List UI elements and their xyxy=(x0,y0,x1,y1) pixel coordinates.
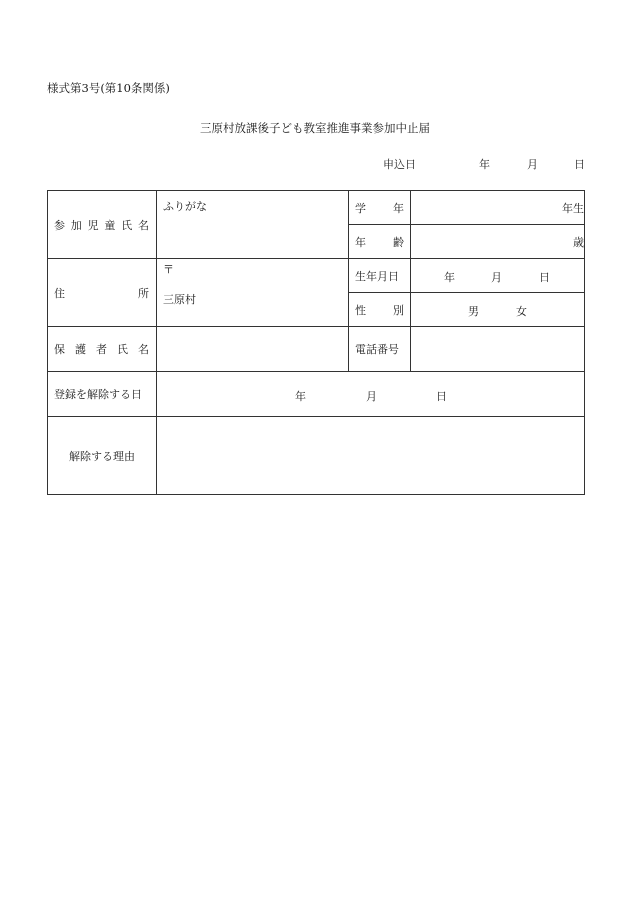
address-label-cell xyxy=(48,259,157,327)
birthdate-label: 生年月日 xyxy=(355,269,399,283)
document-title: 三原村放課後子ども教室推進事業参加中止届 xyxy=(200,121,430,135)
birthdate-day: 日 xyxy=(539,271,550,284)
gender-field[interactable] xyxy=(411,293,585,327)
age-label: 年 齢 xyxy=(355,235,404,249)
grade-field[interactable] xyxy=(411,191,585,225)
child-name-label: 参 加 児 童 氏 名 xyxy=(54,218,149,232)
gender-label: 性 別 xyxy=(355,303,404,317)
cancel-date-field[interactable] xyxy=(157,372,585,417)
form-number: 様式第3号(第10条関係) xyxy=(47,81,170,95)
cancel-reason-field[interactable] xyxy=(157,417,585,495)
gender-label-cell xyxy=(349,293,411,327)
guardian-name-label-cell xyxy=(48,327,157,372)
application-date xyxy=(383,156,583,170)
grade-label: 学 年 xyxy=(355,201,404,215)
cancel-date-label: 登録を解除する日 xyxy=(54,388,142,401)
birthdate-label-cell xyxy=(349,259,411,293)
address-field[interactable] xyxy=(157,259,349,327)
application-date-month: 月 xyxy=(527,158,538,171)
phone-field[interactable] xyxy=(411,327,585,372)
application-date-day: 日 xyxy=(574,158,585,171)
guardian-name-label: 保 護 者 氏 名 xyxy=(54,343,149,356)
cancel-reason-label-cell xyxy=(48,417,157,495)
birthdate-field[interactable] xyxy=(411,259,585,293)
birthdate-year: 年 xyxy=(444,271,455,284)
address-village: 三原村 xyxy=(163,293,196,306)
guardian-name-field[interactable] xyxy=(157,327,349,372)
cancel-date-day: 日 xyxy=(436,390,447,403)
phone-label-cell xyxy=(349,327,411,372)
gender-male-option[interactable]: 男 xyxy=(468,305,479,318)
child-name-label-cell xyxy=(48,191,157,259)
cancel-date-label-cell xyxy=(48,372,157,417)
application-date-label: 申込日 xyxy=(383,158,416,171)
grade-suffix: 年生 xyxy=(562,201,584,215)
age-field[interactable] xyxy=(411,225,585,259)
cancel-date-year: 年 xyxy=(295,390,306,403)
cancel-date-month: 月 xyxy=(366,390,377,403)
phone-label: 電話番号 xyxy=(355,343,399,356)
age-suffix: 歳 xyxy=(573,235,584,249)
furigana-label: ふりがな xyxy=(163,200,207,213)
birthdate-month: 月 xyxy=(491,271,502,284)
postal-mark: 〒 xyxy=(163,263,174,276)
grade-label-cell xyxy=(349,191,411,225)
age-label-cell xyxy=(349,225,411,259)
cancel-reason-label: 解除する理由 xyxy=(69,449,135,463)
address-label: 住 所 xyxy=(54,286,149,300)
cancellation-form-table xyxy=(47,190,585,495)
child-name-field[interactable] xyxy=(157,191,349,259)
gender-female-option[interactable]: 女 xyxy=(516,305,527,318)
application-date-year: 年 xyxy=(479,158,490,171)
